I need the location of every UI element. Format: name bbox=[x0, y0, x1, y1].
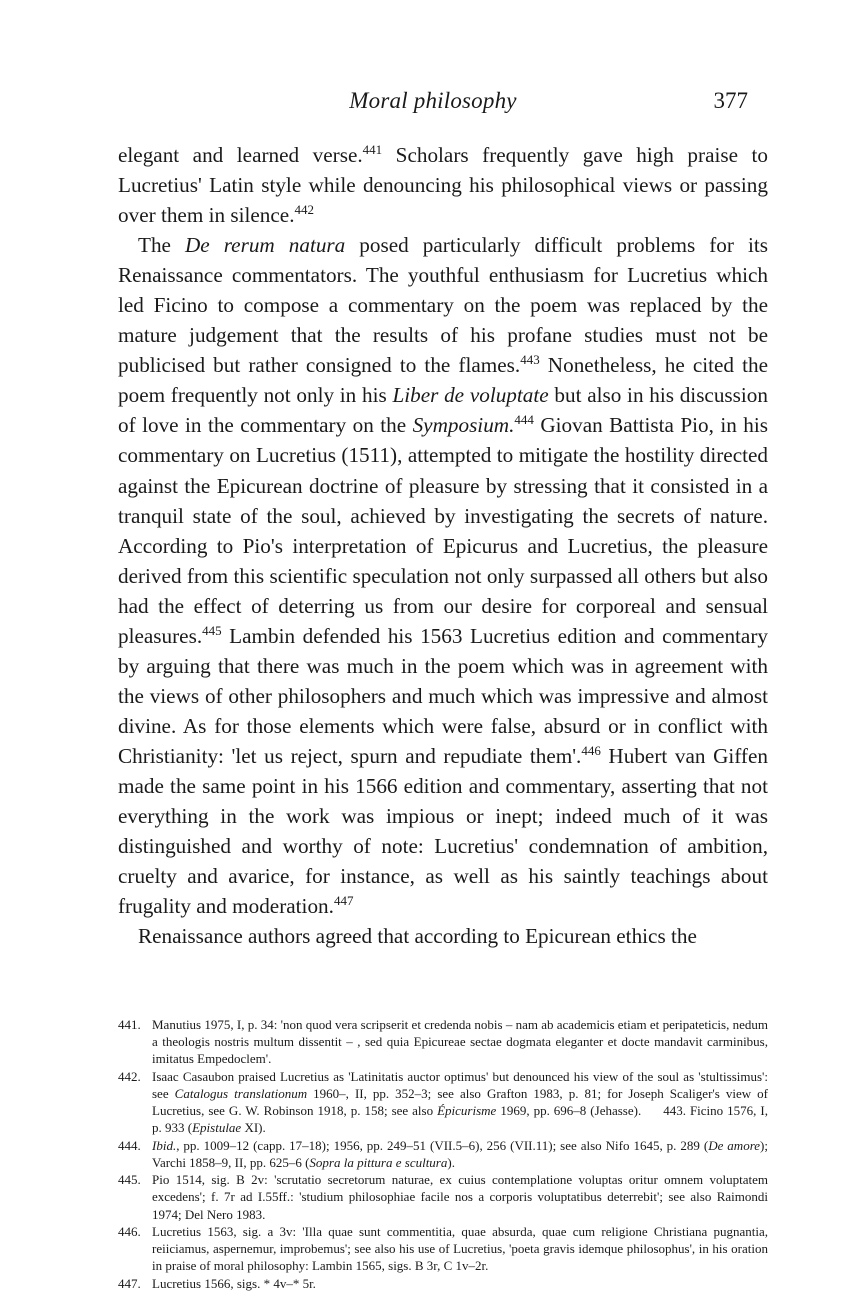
footnote bbox=[118, 1223, 768, 1274]
footnote-number: 442. bbox=[118, 1068, 141, 1084]
footnote-number: 446. bbox=[118, 1224, 141, 1240]
footnote-ref: 444 bbox=[514, 412, 534, 428]
footnote-number: 443. bbox=[663, 1102, 686, 1118]
text-run: Lambin defended his 1563 Lucretius edition and commentary by arguing that there was much in the poem which was in agreement with the views of other philosophers and much which was impressive and almost divine. As for those elements which were false, absurd or in conflict with Christianity: 'let us reject, spurn and repudiate them'. bbox=[118, 623, 768, 768]
paragraph-2 bbox=[118, 230, 768, 921]
footnote bbox=[118, 1137, 768, 1171]
text-run: ); Varchi 1858–9, II, pp. 625–6 ( bbox=[152, 1137, 768, 1170]
footnote bbox=[118, 1016, 768, 1067]
page-number: 377 bbox=[713, 88, 748, 113]
text-run: Isaac Casaubon praised Lucretius as 'Latinitatis auctor optimus' but denounced his view of the soul as 'stultissimus': see bbox=[152, 1068, 768, 1101]
text-run: Lucretius 1566, sigs. * 4v–* 5r. bbox=[152, 1275, 316, 1291]
footnote-ref: 441 bbox=[362, 142, 383, 157]
footnote-ref: 447 bbox=[333, 893, 354, 909]
paragraph-1 bbox=[118, 140, 768, 230]
text-run: Scholars frequently gave high praise to Lucretius' Latin style while denouncing his philosophical views or passing over them in silence. bbox=[118, 143, 768, 228]
running-title: Moral philosophy bbox=[349, 88, 517, 113]
italic-title: Sopra la pittura e scultura bbox=[309, 1154, 448, 1170]
text-run: Nonetheless, he cited the poem frequently not only in his bbox=[118, 353, 769, 408]
footnote-text bbox=[152, 1171, 768, 1222]
italic-title: De amore bbox=[708, 1137, 761, 1153]
text-run: The bbox=[138, 233, 185, 258]
text-run: elegant and learned verse. bbox=[118, 143, 363, 167]
text-run: 1969, pp. 696–8 (Jehasse). bbox=[496, 1102, 642, 1118]
text-run: Hubert van Giffen made the same point in his 1566 edition and commentary, asserting that not everything in the work was impious or inept; indeed much of it was distinguished and worthy of note: Lucretius' condemnation of ambition, cruelty and avarice, for instance, as well as his saintly teachings about frugality and moderation. bbox=[118, 743, 768, 919]
footnote-text bbox=[152, 1223, 768, 1274]
text-run: Lucretius 1563, sig. a 3v: 'Illa quae sunt commentitia, quae absurda, quae cum religione Christiana pugnantia, reiiciamus, aspernemur, improbemus'; see also his use of Lucretius, 'poeta gravis idemque philosophus', in his oration in praise of moral philosophy: Lambin 1565, sigs. B 3r, C 1v–2r. bbox=[152, 1224, 768, 1274]
italic-title: Liber de voluptate bbox=[392, 383, 549, 408]
italic-title: Symposium. bbox=[412, 413, 515, 438]
paragraph-3 bbox=[118, 921, 768, 951]
text-run: Ficino 1576, I, p. 933 ( bbox=[152, 1102, 768, 1136]
text-run: ). bbox=[447, 1154, 455, 1170]
footnote bbox=[118, 1068, 768, 1136]
footnote-text bbox=[152, 1016, 768, 1067]
italic-title: Ibid. bbox=[152, 1137, 177, 1153]
footnote bbox=[118, 1171, 768, 1222]
footnote-text bbox=[152, 1275, 768, 1292]
italic-title: Epistulae bbox=[192, 1120, 242, 1136]
italic-title: Catalogus translationum bbox=[174, 1085, 308, 1101]
text-run: but also in his discussion of love in the commentary on the bbox=[118, 383, 768, 438]
footnote-number: 441. bbox=[118, 1017, 141, 1032]
italic-title: De rerum natura bbox=[184, 233, 346, 258]
footnote-number: 444. bbox=[118, 1137, 141, 1153]
text-run: Manutius 1975, I, p. 34: 'non quod vera scripserit et credenda nobis – nam ab academicis etiam et peripateticis, nedum a theologis nostris multum dissentit – , sed quia Epicureae sectae dogmata eleganter et docte mandavit carminibus, imitatus Empedoclem'. bbox=[152, 1017, 768, 1067]
text-run: Giovan Battista Pio, in his commentary on Lucretius (1511), attempted to mitigate the hostility directed against the Epicurean doctrine of pleasure by stressing that it consisted in a tranquil state of the soul, achieved by investigating the secrets of nature. According to Pio's interpretation of Epicurus and Lucretius, the pleasure derived from this scientific speculation not only surpassed all others but also had the effect of deterring us from our desire for corporeal and sensual pleasures. bbox=[118, 413, 768, 648]
text-run: 1960–, II, pp. 352–3; see also Grafton 1983, p. 81; for Joseph Scaliger's view of Lucretius, see G. W. Robinson 1918, p. 158; see also bbox=[152, 1085, 768, 1118]
footnote-text bbox=[152, 1068, 768, 1136]
footnote-ref: 443 bbox=[520, 352, 540, 368]
italic-title: Épicurisme bbox=[437, 1102, 497, 1118]
text-run: Renaissance authors agreed that according to Epicurean ethics the bbox=[138, 924, 697, 949]
text-run: , pp. 1009–12 (capp. 17–18); 1956, pp. 249–51 (VII.5–6), 256 (VII.11); see also Nifo 1645, p. 289 ( bbox=[176, 1137, 709, 1153]
text-run: Pio 1514, sig. B 2v: 'scrutatio secretorum naturae, ex cuius contemplatione voluptas oritur omnem voluptatem excedens'; f. 7r ad I.55ff.: 'studium philosophiae facile nos a corporis voluptatibus deterrebit'; see also Raimondi 1974; Del Nero 1983. bbox=[152, 1172, 768, 1222]
footnote bbox=[118, 1275, 768, 1292]
footnote-ref: 445 bbox=[202, 622, 222, 638]
page-header bbox=[118, 88, 748, 120]
footnote-ref: 446 bbox=[581, 742, 601, 758]
main-text bbox=[118, 140, 768, 951]
footnote-text bbox=[152, 1137, 768, 1171]
footnote-number: 445. bbox=[118, 1172, 141, 1188]
footnote-ref: 442 bbox=[294, 202, 315, 218]
text-run: posed particularly difficult problems for its Renaissance commentators. The youthful enthusiasm for Lucretius which led Ficino to compose a commentary on the poem was replaced by the mature judgement that the results of his profane studies must not be publicised but rather consigned to the flames. bbox=[118, 233, 768, 378]
footnotes bbox=[118, 1016, 768, 1293]
footnote-number: 447. bbox=[118, 1275, 141, 1291]
text-run: XI). bbox=[241, 1120, 266, 1136]
